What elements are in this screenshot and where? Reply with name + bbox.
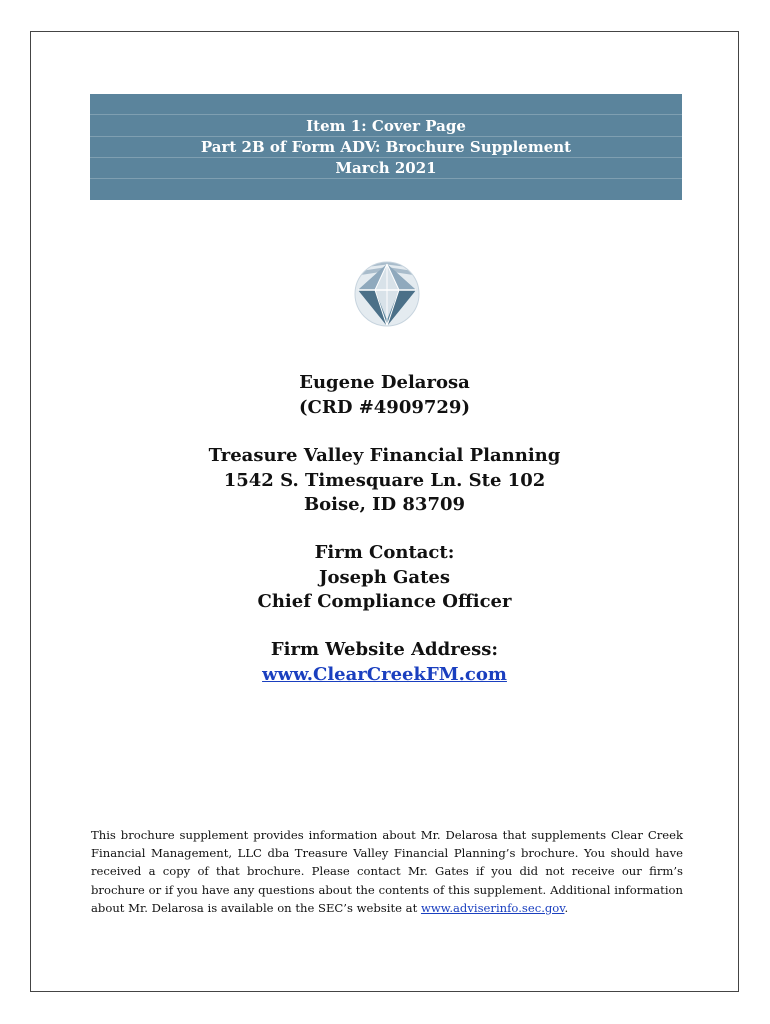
document-page	[30, 31, 739, 992]
banner-form-title: Part 2B of Form ADV: Brochure Supplement	[200, 138, 572, 156]
firm-address-line1: 1542 S. Timesquare Ln. Ste 102	[223, 469, 546, 491]
sec-website-link[interactable]: www.adviserinfo.sec.gov	[420, 900, 565, 915]
disclaimer-end: .	[564, 900, 569, 915]
firm-contact-name: Joseph Gates	[319, 566, 450, 588]
banner-date: March 2021	[335, 159, 437, 177]
firm-website-block	[31, 638, 738, 687]
firm-contact-block	[31, 541, 738, 615]
firm-website-heading: Firm Website Address:	[270, 639, 499, 660]
firm-contact-heading: Firm Contact:	[314, 542, 455, 563]
firm-address-block	[31, 444, 738, 518]
firm-address-line2: Boise, ID 83709	[303, 494, 466, 515]
cover-banner	[90, 94, 682, 200]
firm-contact-title: Chief Compliance Officer	[257, 591, 512, 612]
supervised-person-block	[31, 371, 738, 420]
disclaimer-text: This brochure supplement provides information about Mr. Delarosa that supplements Clear Creek Financial Management, LLC dba Treasure Valley Financial Planning’s brochure. You should have received a copy of that brochure. Please contact Mr. Gates if you did not receive our firm’s brochure or if you have any questions about the contents of this supplement. Additional information about Mr. Delarosa is available on the SEC’s website at	[91, 828, 683, 915]
diamond-globe-logo-icon	[354, 260, 420, 328]
supervised-person-name: Eugene Delarosa	[299, 372, 470, 393]
banner-item-title: Item 1: Cover Page	[306, 117, 466, 135]
firm-name: Treasure Valley Financial Planning	[208, 445, 561, 466]
disclaimer-paragraph	[91, 826, 683, 917]
crd-number: (CRD #4909729)	[299, 396, 470, 418]
firm-website-link[interactable]: www.ClearCreekFM.com	[262, 663, 507, 685]
